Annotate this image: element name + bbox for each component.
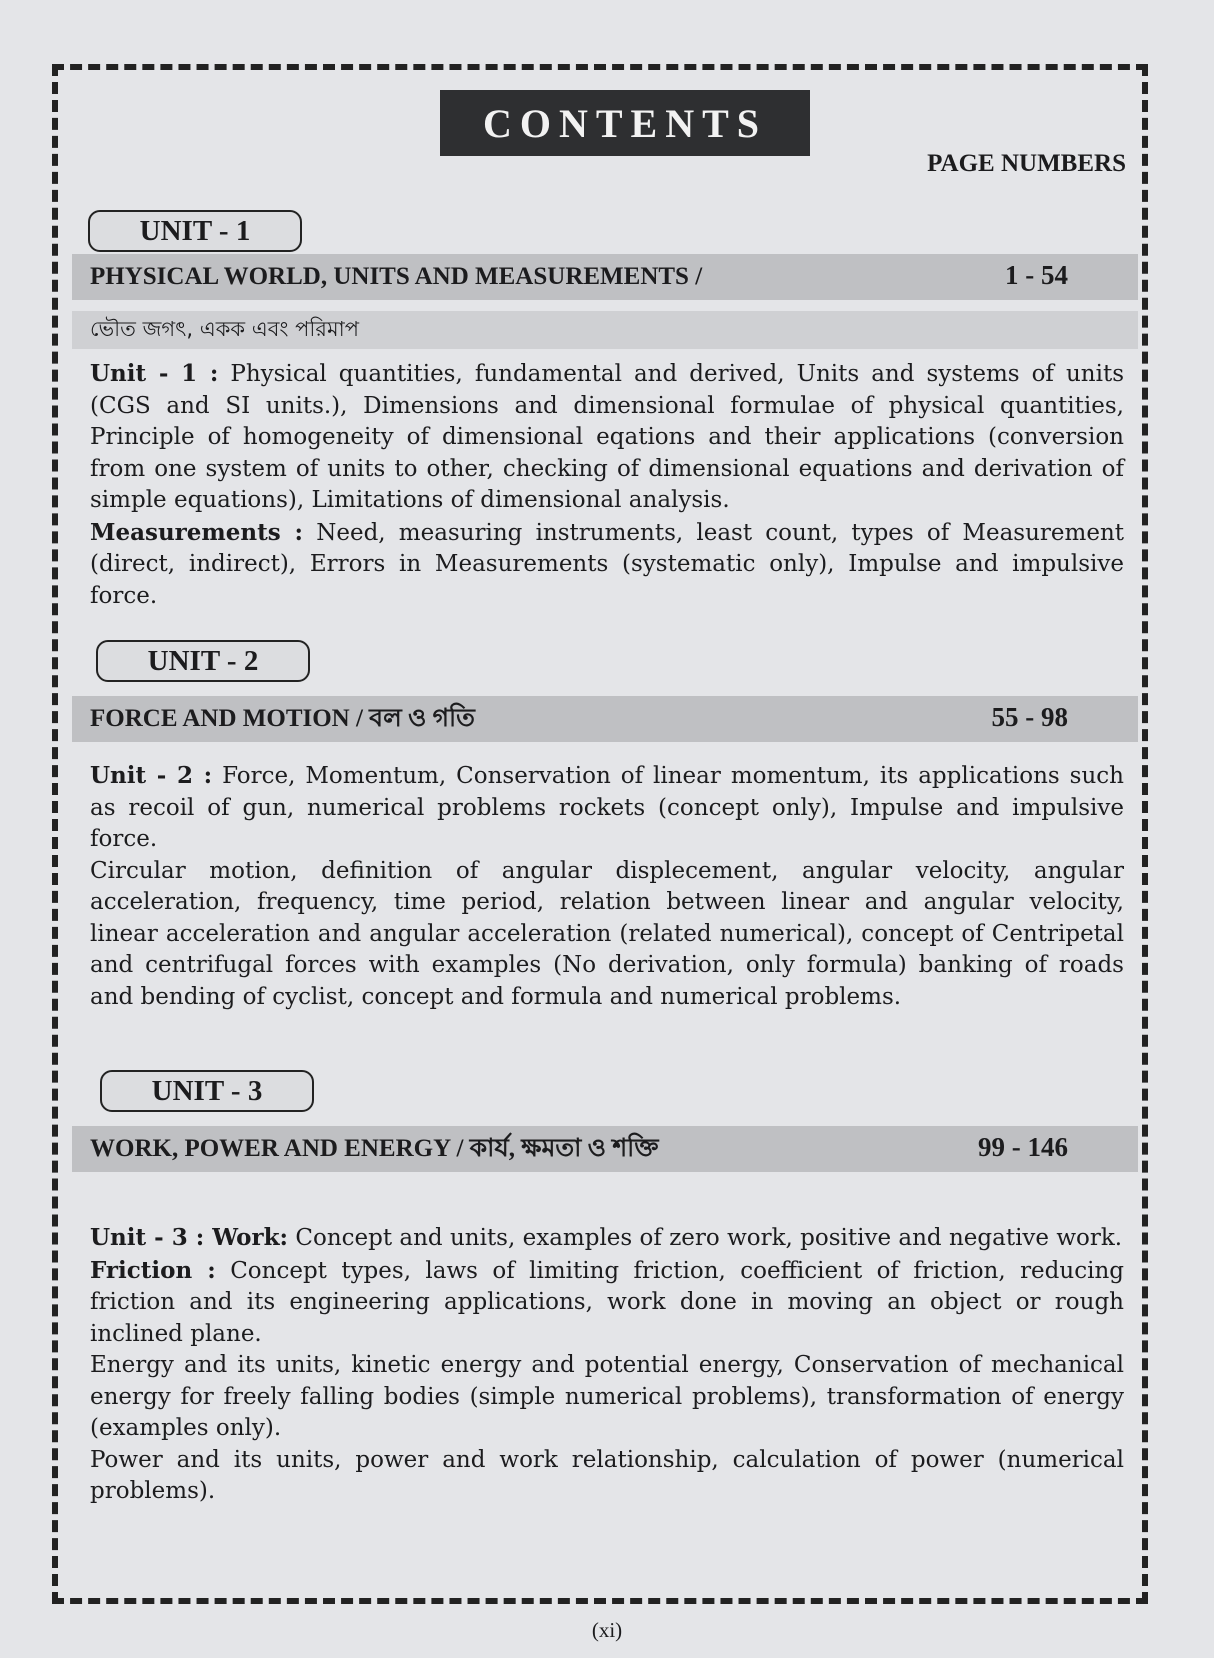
unit-1-para-2: Measurements : Need, measuring instruments, least count, types of Measurement (direct, indirect), Errors in Measurements (systematic only), Impulse and impulsive force. (90, 518, 1124, 609)
unit-2-title-bar (72, 696, 1138, 742)
unit-2-para-1: Unit - 2 : Force, Momentum, Conservation of linear momentum, its applications such as recoil of gun, numerical problems rockets (concept only), Impulse and impulsive force. (90, 762, 1124, 852)
unit-3-title-bar (72, 1126, 1138, 1172)
unit-2-title: FORCE AND MOTION / বল ও গতি (90, 704, 475, 732)
unit-1-description (90, 358, 1124, 612)
friction-label: Friction : (90, 1256, 216, 1284)
unit-3-title: WORK, POWER AND ENERGY / কার্য, ক্ষমতা ও শক্তি (90, 1134, 659, 1162)
unit-3-para-2: Friction : Concept types, laws of limiting friction, coefficient of friction, reducing friction and its engineering applications, work done in moving an object or rough inclined plane. (90, 1256, 1124, 1347)
unit-1-badge: UNIT - 1 (88, 210, 302, 252)
measurements-label: Measurements : (90, 518, 304, 546)
unit-3-pages: 99 - 146 (978, 1132, 1068, 1162)
unit-3-para-4: Power and its units, power and work relationship, calculation of power (numerical problems). (90, 1446, 1124, 1504)
unit-1-bengali-title: ভৌত জগৎ, একক এবং পরিমাপ (72, 311, 1138, 349)
unit-3-para-1: Unit - 3 : Work: Concept and units, examples of zero work, positive and negative work. (90, 1224, 1123, 1251)
unit-1-pages: 1 - 54 (1005, 260, 1068, 290)
unit-1-para-1: Unit - 1 : Physical quantities, fundamental and derived, Units and systems of units (CGS and SI units.), Dimensions and dimensional formulae of physical quantities, Principle of homogeneity of dimensional eqations and their applications (conversion from one system of units to other, checking of dimensional equations and derivation of simple equations), Limitations of dimensional analysis. (90, 360, 1125, 513)
unit-3-para-3: Energy and its units, kinetic energy and potential energy, Conservation of mechanical energy for freely falling bodies (simple numerical problems), transformation of energy (examples only). (90, 1352, 1124, 1441)
page-numbers-label: PAGE NUMBERS (927, 150, 1126, 177)
unit-1-label: Unit - 1 : (90, 360, 219, 387)
unit-2-label: Unit - 2 : (90, 762, 213, 789)
unit-1-title: PHYSICAL WORLD, UNITS AND MEASUREMENTS / (90, 263, 703, 290)
unit-2-pages: 55 - 98 (991, 702, 1068, 732)
unit-3-badge: UNIT - 3 (100, 1070, 314, 1112)
unit-2-description (90, 760, 1124, 1013)
contents-title: CONTENTS (440, 90, 810, 156)
page-number-footer: (xi) (591, 1618, 623, 1642)
unit-1-title-bar (72, 254, 1138, 300)
unit-2-para-2: Circular motion, definition of angular displecement, angular velocity, angular acceleration, frequency, time period, relation between linear and angular velocity, linear acceleration and angular acceleration (related numerical), concept of Centripetal and centrifugal forces with examples (No derivation, only formula) banking of roads and bending of cyclist, concept and formula and numerical problems. (90, 857, 1124, 1010)
unit-3-work-label: Unit - 3 : Work: (90, 1224, 289, 1251)
unit-3-description (90, 1222, 1124, 1508)
unit-2-badge: UNIT - 2 (96, 640, 310, 682)
